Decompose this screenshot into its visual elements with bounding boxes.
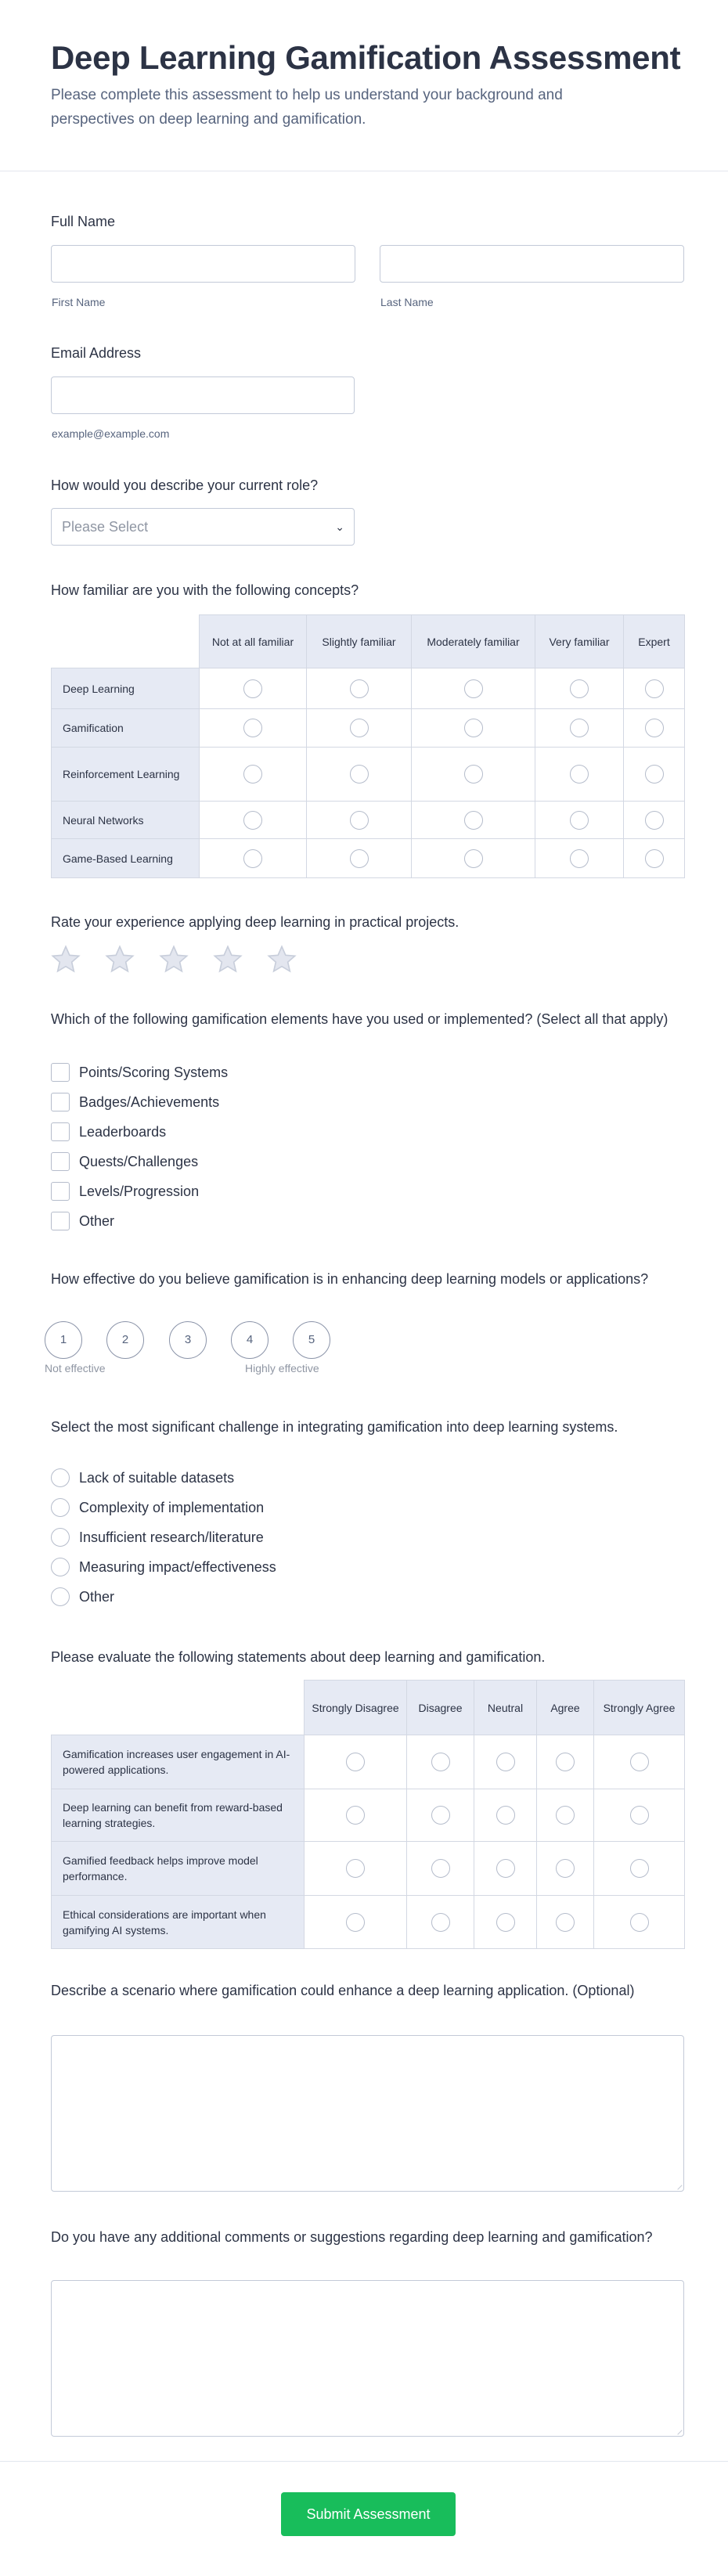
comments-question: Do you have any additional comments or suggestions regarding deep learning and gamification? — [51, 2229, 653, 2245]
matrix-radio[interactable] — [243, 719, 262, 737]
matrix-cell — [537, 1789, 594, 1842]
matrix-radio[interactable] — [431, 1806, 450, 1825]
matrix-radio[interactable] — [350, 719, 369, 737]
matrix-row-label: Deep Learning — [52, 668, 200, 709]
matrix-radio[interactable] — [570, 765, 589, 784]
elements-question: Which of the following gamification elements have you used or implemented? (Select all that apply) — [51, 1011, 669, 1027]
matrix-radio[interactable] — [243, 811, 262, 830]
matrix-column-header: Strongly Disagree — [305, 1681, 407, 1735]
matrix-cell — [305, 1842, 407, 1896]
matrix-radio[interactable] — [496, 1806, 515, 1825]
star-icon[interactable] — [158, 944, 189, 979]
matrix-cell — [474, 1789, 537, 1842]
matrix-radio[interactable] — [350, 849, 369, 868]
matrix-row-label: Deep learning can benefit from reward-based learning strategies. — [52, 1789, 305, 1842]
matrix-header-row — [52, 615, 685, 668]
matrix-cell — [305, 1896, 407, 1949]
radio-label[interactable]: Complexity of implementation — [79, 1500, 265, 1515]
matrix-row-label: Neural Networks — [52, 802, 200, 839]
matrix-radio[interactable] — [556, 1753, 575, 1771]
matrix-cell — [200, 839, 307, 878]
matrix-cell — [624, 668, 685, 709]
matrix-row-label: Gamified feedback helps improve model performance. — [52, 1842, 305, 1896]
matrix-cell — [412, 709, 535, 748]
scale-option[interactable]: 3 — [169, 1321, 207, 1359]
scenario-textarea[interactable] — [51, 2035, 684, 2192]
matrix-cell — [200, 802, 307, 839]
first-name-input[interactable] — [51, 245, 355, 283]
matrix-radio[interactable] — [496, 1913, 515, 1932]
matrix-radio[interactable] — [630, 1859, 649, 1878]
submit-button[interactable]: Submit Assessment — [281, 2492, 456, 2536]
matrix-column-header: Strongly Agree — [594, 1681, 685, 1735]
scale-option[interactable]: 1 — [45, 1321, 82, 1359]
matrix-radio[interactable] — [464, 719, 483, 737]
checkbox-label[interactable]: Points/Scoring Systems — [79, 1065, 229, 1080]
matrix-column-header: Disagree — [407, 1681, 474, 1735]
matrix-radio[interactable] — [431, 1859, 450, 1878]
checkbox-label[interactable]: Leaderboards — [79, 1124, 167, 1140]
page-title: Deep Learning Gamification Assessment — [51, 39, 681, 76]
star-rating — [50, 944, 297, 979]
matrix-radio[interactable] — [645, 811, 664, 830]
matrix-header-row — [52, 1681, 685, 1735]
matrix-cell — [412, 802, 535, 839]
radio-label[interactable]: Insufficient research/literature — [79, 1529, 264, 1545]
matrix-row-label: Reinforcement Learning — [52, 748, 200, 802]
matrix-cell — [594, 1842, 685, 1896]
matrix-radio[interactable] — [645, 679, 664, 698]
matrix-cell — [307, 839, 412, 878]
star-icon[interactable] — [50, 944, 81, 979]
matrix-cell — [535, 802, 624, 839]
checkbox-label[interactable]: Other — [79, 1213, 115, 1229]
full-name-label: Full Name — [51, 214, 116, 229]
checkbox[interactable] — [51, 1122, 70, 1141]
matrix-cell — [407, 1789, 474, 1842]
matrix-cell — [407, 1896, 474, 1949]
matrix-cell — [535, 668, 624, 709]
checkbox[interactable] — [51, 1152, 70, 1171]
matrix-cell — [412, 748, 535, 802]
email-input[interactable] — [51, 376, 355, 414]
radio-button[interactable] — [51, 1498, 70, 1517]
matrix-cell — [594, 1735, 685, 1789]
matrix-radio[interactable] — [243, 765, 262, 784]
statement-row — [52, 1842, 685, 1896]
matrix-corner — [52, 1681, 305, 1735]
matrix-cell — [537, 1896, 594, 1949]
matrix-cell — [200, 748, 307, 802]
checkbox[interactable] — [51, 1212, 70, 1230]
statement-row — [52, 1789, 685, 1842]
matrix-cell — [307, 668, 412, 709]
checkbox[interactable] — [51, 1093, 70, 1111]
star-icon[interactable] — [212, 944, 243, 979]
matrix-cell — [407, 1842, 474, 1896]
matrix-cell — [594, 1896, 685, 1949]
resize-grip-icon[interactable] — [673, 2181, 682, 2189]
matrix-column-header: Neutral — [474, 1681, 537, 1735]
familiarity-row — [52, 668, 685, 709]
matrix-cell — [537, 1735, 594, 1789]
scale-low-label: Not effective — [45, 1362, 106, 1374]
familiarity-row — [52, 839, 685, 878]
radio-button[interactable] — [51, 1528, 70, 1547]
comments-textarea[interactable] — [51, 2280, 684, 2437]
email-label: Email Address — [51, 345, 142, 361]
last-name-sublabel: Last Name — [380, 296, 434, 308]
checkbox-label[interactable]: Quests/Challenges — [79, 1154, 199, 1169]
matrix-cell — [305, 1735, 407, 1789]
star-icon[interactable] — [266, 944, 297, 979]
matrix-cell — [200, 709, 307, 748]
statement-row — [52, 1896, 685, 1949]
statements-question: Please evaluate the following statements about deep learning and gamification. — [51, 1649, 546, 1665]
checkbox[interactable] — [51, 1063, 70, 1082]
matrix-cell — [624, 748, 685, 802]
matrix-cell — [307, 802, 412, 839]
resize-grip-icon[interactable] — [673, 2426, 682, 2434]
radio-label[interactable]: Other — [79, 1589, 115, 1605]
matrix-row-label: Ethical considerations are important when gamifying AI systems. — [52, 1896, 305, 1949]
matrix-cell — [474, 1896, 537, 1949]
matrix-radio[interactable] — [346, 1753, 365, 1771]
role-question: How would you describe your current role? — [51, 477, 319, 493]
matrix-radio[interactable] — [630, 1806, 649, 1825]
matrix-cell — [200, 668, 307, 709]
star-icon[interactable] — [104, 944, 135, 979]
rating-question: Rate your experience applying deep learning in practical projects. — [51, 914, 460, 930]
familiarity-row — [52, 709, 685, 748]
matrix-cell — [407, 1735, 474, 1789]
matrix-radio[interactable] — [350, 811, 369, 830]
chevron-down-icon: ⌄ — [335, 521, 344, 533]
matrix-cell — [535, 839, 624, 878]
matrix-column-header: Slightly familiar — [307, 615, 412, 668]
radio-button[interactable] — [51, 1468, 70, 1487]
footer-divider — [0, 2461, 728, 2462]
matrix-radio[interactable] — [556, 1806, 575, 1825]
matrix-radio[interactable] — [243, 849, 262, 868]
statements-matrix — [51, 1680, 685, 1949]
matrix-radio[interactable] — [570, 849, 589, 868]
matrix-cell — [474, 1842, 537, 1896]
matrix-radio[interactable] — [464, 849, 483, 868]
matrix-cell — [624, 802, 685, 839]
matrix-cell — [412, 668, 535, 709]
matrix-row-label: Gamification — [52, 709, 200, 748]
matrix-radio[interactable] — [464, 765, 483, 784]
matrix-cell — [535, 748, 624, 802]
matrix-radio[interactable] — [350, 765, 369, 784]
matrix-row-label: Game-Based Learning — [52, 839, 200, 878]
role-select-placeholder: Please Select — [62, 519, 149, 535]
last-name-input[interactable] — [380, 245, 684, 283]
matrix-radio[interactable] — [645, 765, 664, 784]
matrix-column-header: Agree — [537, 1681, 594, 1735]
matrix-cell — [474, 1735, 537, 1789]
matrix-cell — [307, 709, 412, 748]
matrix-cell — [624, 839, 685, 878]
scale-option[interactable]: 2 — [106, 1321, 144, 1359]
matrix-cell — [307, 748, 412, 802]
matrix-cell — [535, 709, 624, 748]
matrix-cell — [537, 1842, 594, 1896]
familiarity-row — [52, 802, 685, 839]
matrix-radio[interactable] — [630, 1753, 649, 1771]
email-hint: example@example.com — [52, 427, 170, 440]
challenge-question: Select the most significant challenge in integrating gamification into deep learning systems. — [51, 1419, 618, 1435]
matrix-cell — [305, 1789, 407, 1842]
familiarity-row — [52, 748, 685, 802]
page-subtitle: Please complete this assessment to help us understand your background and perspectives on deep learning and gamification. — [51, 87, 563, 128]
matrix-row-label: Gamification increases user engagement in AI-powered applications. — [52, 1735, 305, 1789]
matrix-radio[interactable] — [630, 1913, 649, 1932]
matrix-radio[interactable] — [464, 679, 483, 698]
matrix-radio[interactable] — [346, 1913, 365, 1932]
matrix-cell — [624, 709, 685, 748]
matrix-radio[interactable] — [346, 1859, 365, 1878]
matrix-radio[interactable] — [431, 1913, 450, 1932]
matrix-radio[interactable] — [346, 1806, 365, 1825]
matrix-radio[interactable] — [645, 849, 664, 868]
matrix-radio[interactable] — [350, 679, 369, 698]
effectiveness-question: How effective do you believe gamification is in enhancing deep learning models or applications? — [51, 1271, 649, 1287]
familiarity-question: How familiar are you with the following concepts? — [51, 582, 359, 598]
matrix-cell — [412, 839, 535, 878]
matrix-radio[interactable] — [556, 1859, 575, 1878]
matrix-column-header: Not at all familiar — [200, 615, 307, 668]
first-name-sublabel: First Name — [52, 296, 106, 308]
checkbox-label[interactable]: Levels/Progression — [79, 1184, 200, 1199]
matrix-radio[interactable] — [431, 1753, 450, 1771]
familiarity-matrix — [51, 614, 685, 878]
scale-option[interactable]: 5 — [293, 1321, 330, 1359]
scale-option[interactable]: 4 — [231, 1321, 268, 1359]
role-select[interactable] — [51, 508, 355, 546]
radio-button[interactable] — [51, 1587, 70, 1606]
statement-row — [52, 1735, 685, 1789]
matrix-radio[interactable] — [496, 1859, 515, 1878]
matrix-radio[interactable] — [645, 719, 664, 737]
matrix-radio[interactable] — [556, 1913, 575, 1932]
scale-high-label: Highly effective — [245, 1362, 319, 1374]
checkbox-label[interactable]: Badges/Achievements — [79, 1094, 220, 1110]
checkbox[interactable] — [51, 1182, 70, 1201]
radio-button[interactable] — [51, 1558, 70, 1576]
matrix-radio[interactable] — [570, 719, 589, 737]
matrix-radio[interactable] — [496, 1753, 515, 1771]
matrix-column-header: Expert — [624, 615, 685, 668]
matrix-radio[interactable] — [570, 811, 589, 830]
matrix-column-header: Very familiar — [535, 615, 624, 668]
matrix-radio[interactable] — [243, 679, 262, 698]
scenario-question: Describe a scenario where gamification could enhance a deep learning application. (Optional) — [51, 1983, 635, 1998]
matrix-corner — [52, 615, 200, 668]
matrix-cell — [594, 1789, 685, 1842]
radio-label[interactable]: Measuring impact/effectiveness — [79, 1559, 276, 1575]
matrix-radio[interactable] — [570, 679, 589, 698]
radio-label[interactable]: Lack of suitable datasets — [79, 1470, 235, 1486]
matrix-column-header: Moderately familiar — [412, 615, 535, 668]
matrix-radio[interactable] — [464, 811, 483, 830]
